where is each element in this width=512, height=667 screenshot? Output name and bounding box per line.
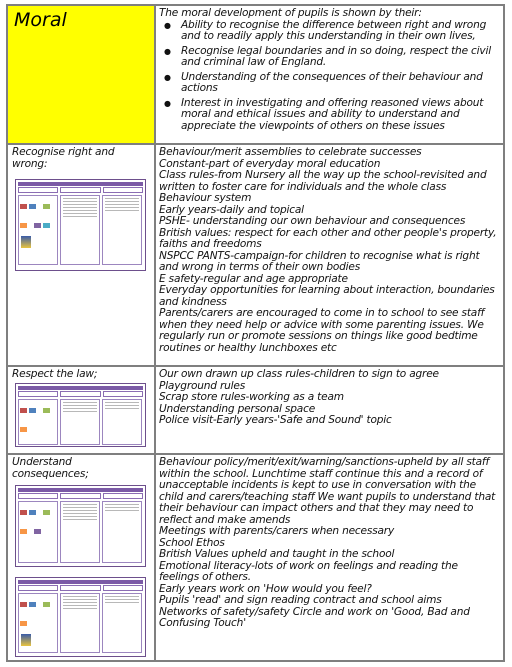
row-line: Pupils 'read' and sign reading contract and school aims [159, 594, 442, 606]
row-line: Our own drawn up class rules-children to sign to agree [159, 368, 439, 380]
row-line: Early years work on 'How would you feel? [159, 582, 372, 595]
row-label-cell [8, 145, 154, 365]
row-label-cell [8, 455, 154, 660]
row-label: Respect the law; [12, 368, 98, 380]
worksheet-thumbnail [15, 485, 146, 567]
row-line: Behaviour system [159, 192, 252, 204]
worksheet-thumbnail [15, 179, 146, 271]
row-line: Everyday opportunities for learning about interaction, boundaries and kindness [159, 284, 495, 308]
row-label-cell [8, 367, 154, 453]
row-content-cell [156, 455, 503, 660]
row-line: School Ethos [159, 536, 225, 549]
row-line: Behaviour policy/merit/exit/warning/sanctions-upheld by all staff within the school. Lunchtime staff continue this and a record of unacceptable incidents is kept to use in conversation with the child and carers/teaching staff We want pupils to understand that their behaviour can impact others and that they may need to reflect and make amends [159, 456, 496, 526]
moral-title: Moral [14, 9, 67, 31]
row-line: Meetings with parents/carers when necessary [159, 525, 395, 537]
row-line: PSHE- understanding our own behaviour and consequences [159, 215, 466, 227]
row-content-cell [156, 367, 503, 453]
worksheet-thumbnail [15, 383, 146, 447]
moral-bullet: ● Recognise legal boundaries and in so doing, respect the civil and criminal law of England. [159, 46, 500, 69]
row-line: Scrap store rules-working as a team [159, 391, 344, 403]
row-line: British values: respect for each other and other people's property, faiths and freedoms [159, 226, 497, 250]
moral-intro-cell [156, 6, 503, 143]
row-line: NSPCC PANTS-campaign-for children to recognise what is right and wrong in terms of their own bodies [159, 249, 480, 273]
row-line: E safety-regular and age appropriate [159, 272, 348, 285]
row-line: Parents/carers are encouraged to come in to school to see staff when they need help or advice with some parenting issues. We regularly run or promote sessions on things like good bedtime routines or healthy lunchboxes etc [159, 307, 485, 354]
row-line: Constant-part of everyday moral education [159, 157, 381, 170]
moral-bullet: ● Interest in investigating and offering reasoned views about moral and ethical issues and ability to understand and appreciate the viewpoints of others on these issues [159, 98, 500, 133]
moral-bullet: ● Ability to recognise the difference between right and wrong and to readily apply this understanding in their own lives, [159, 20, 500, 43]
row-line: Police visit-Early years-'Safe and Sound' topic [159, 414, 392, 426]
row-label: Understand consequences; [12, 456, 89, 480]
row-content-cell [156, 145, 503, 365]
row-line: Playground rules [159, 379, 246, 392]
worksheet-thumbnail [15, 577, 146, 657]
row-line: Understanding personal space [159, 402, 316, 415]
moral-title-cell [8, 6, 154, 143]
moral-bullet: ● Understanding of the consequences of their behaviour and actions [159, 72, 500, 95]
row-line: Behaviour/merit assemblies to celebrate successes [159, 146, 422, 158]
row-line: Early years-daily and topical [159, 203, 304, 216]
row-line: British Values upheld and taught in the school [159, 548, 395, 560]
row-line: Emotional literacy-lots of work on feelings and reading the feelings of others. [159, 559, 458, 583]
moral-bullet-list [159, 20, 500, 133]
row-line: Networks of safety/safety Circle and work on 'Good, Bad and Confusing Touch' [159, 605, 470, 629]
row-label: Recognise right and wrong: [12, 146, 115, 170]
moral-intro: The moral development of pupils is shown by their: [159, 7, 422, 19]
row-line: Class rules-from Nursery all the way up the school-revisited and written to foster care for individuals and the whole class [159, 169, 487, 193]
moral-development-table [6, 4, 505, 662]
